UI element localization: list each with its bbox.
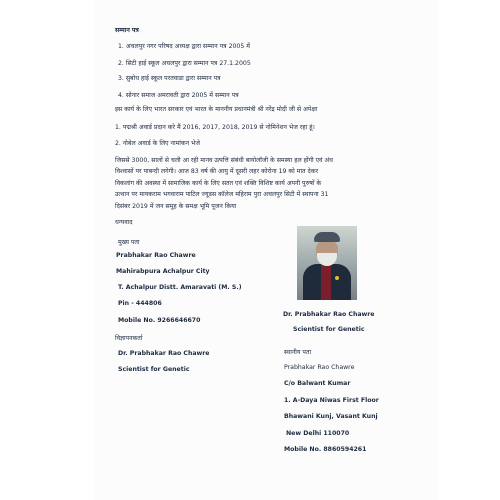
paragraph-line: उत्थान पर मायकराम भगवाराम पाटिल ज्यूडस कॉलेज महिराम पुरा अचलपुर सिटी में स्थापना 31 <box>115 191 329 198</box>
local-address-label: स्थानीय पता <box>284 349 312 356</box>
request-item: 1. पद्मश्री अवार्ड प्रदान करे मैं 2016, 2017, 2018, 2019 से नोमिनेशन भेज रहा हूं। <box>115 124 315 131</box>
main-address-line: Mahirabpura Achalpur City <box>116 268 210 275</box>
photo-caption-name: Dr. Prabhakar Rao Chawre <box>283 311 375 318</box>
paragraph-line: जिससे 3000, सालों से चली आ रही मानव उत्पत्ति संबंधी बायोलॉजी के समस्या हल होंगी एवं अंध <box>115 157 333 164</box>
local-address-care-of: C/o Balwant Kumar <box>284 380 351 387</box>
honour-item: 3. सुबोध हाई स्कूल परतवाडा द्वारा सम्मान पत्र <box>118 75 221 82</box>
request-item: 2. नोबेल अवार्ड के लिए नामांकन भेजे <box>115 140 200 147</box>
request-line: इस कार्य के लिए भारत सरकार एवं भारत के माननीय प्रधानमंत्री श्री नरेंद्र मोदी जी से अपेक्षा <box>115 106 318 113</box>
main-address-line: T. Achalpur Distt. Amaravati (M. S.) <box>118 284 242 291</box>
contact-label: विज्ञापनकर्ता <box>115 335 143 342</box>
local-address-mobile: Mobile No. 8860594261 <box>284 446 367 453</box>
main-address-label: मुख्य पता <box>118 239 140 246</box>
main-address-name: Prabhakar Rao Chawre <box>116 252 196 259</box>
local-address-name: Prabhakar Rao Chawre <box>284 364 355 371</box>
main-address-pin: Pin - 444806 <box>118 300 162 307</box>
local-address-city: New Delhi 110070 <box>286 430 350 437</box>
honour-item: 1. अचलपुर नगर परिषद अध्यक्ष द्वारा सम्मान पत्र 2005 में <box>118 43 250 50</box>
paragraph-line: विकलांग की अवस्था में सामाजिक कार्य के लिए सतत एवं शक्ति विशिष्ट कार्य अपनी पुरुषों के <box>115 180 322 187</box>
contact-title: Scientist for Genetic <box>118 366 190 373</box>
paragraph-line: दिसंबर 2019 में जन समूह के समक्ष भूमि पूजन किया <box>115 203 237 210</box>
local-address-line: Bhawani Kunj, Vasant Kunj <box>284 413 378 420</box>
honour-item: 4. सोनार समाज अमरावती द्वारा 2005 में सम्मान पत्र <box>118 92 239 99</box>
thanks-text: धन्यवाद <box>115 219 133 226</box>
main-address-mobile: Mobile No. 9266646670 <box>118 317 201 324</box>
contact-name: Dr. Prabhakar Rao Chawre <box>118 350 210 357</box>
honour-item: 2. सिटी हाई स्कूल अचलपुर द्वारा सम्मान पत्र 27.1.2005 <box>118 60 251 67</box>
document-heading: सम्मान पत्र <box>115 27 139 34</box>
photo-caption-title: Scientist for Genetic <box>293 326 365 333</box>
portrait-photo <box>297 226 357 300</box>
paragraph-line: विश्वासों पर पाबन्दी लगेगी। आज 83 वर्ष की आयु में दूसरी लहर कोरोना 19 को मात देकर <box>115 168 319 175</box>
local-address-line: 1. A-Daya Niwas First Floor <box>284 397 379 404</box>
